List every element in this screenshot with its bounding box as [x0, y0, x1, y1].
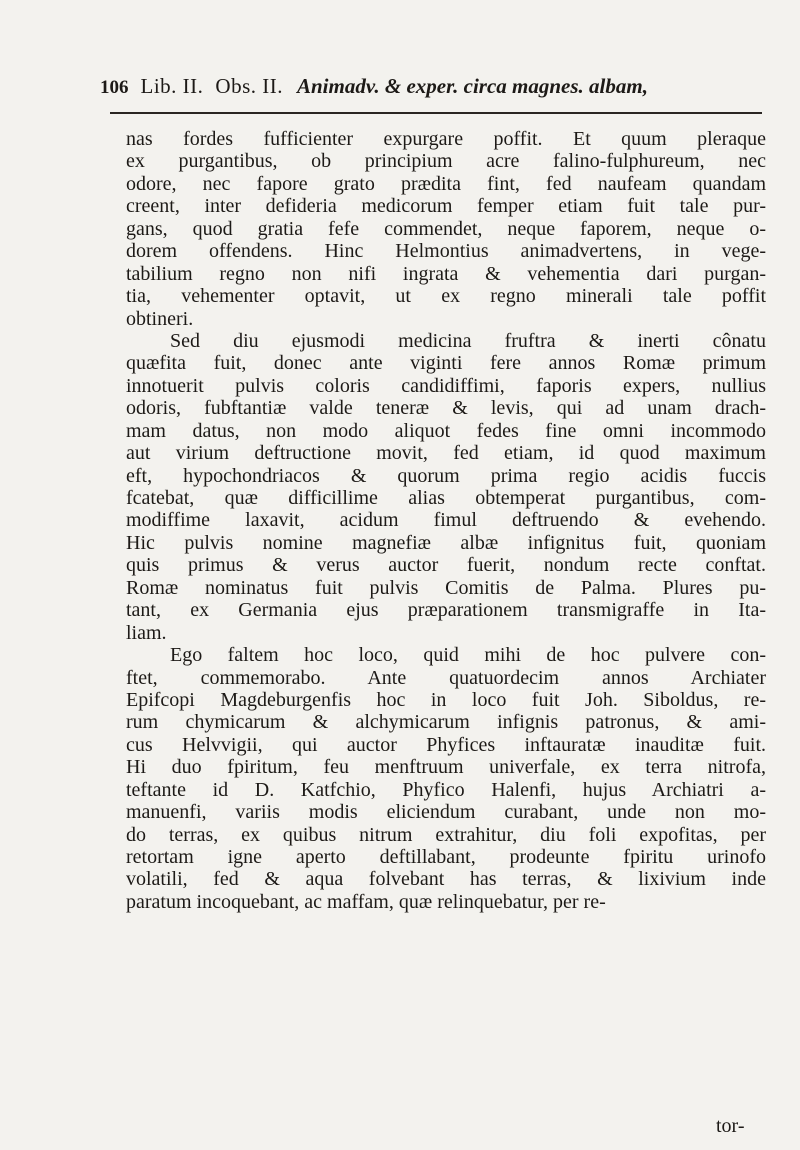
text-line: rum chymicarum & alchymicarum infignis patronus, & ami- [126, 711, 766, 734]
header-rule [110, 112, 762, 114]
paragraph [126, 128, 766, 330]
text-line: ex purgantibus, ob principium acre falino-fulphureum, nec [126, 150, 766, 173]
text-line: Sed diu ejusmodi medicina fruftra & inerti cônatu [170, 329, 766, 352]
text-line: quis primus & verus auctor fuerit, nondum recte conftat. [126, 554, 766, 577]
text-line: tia, vehementer optavit, ut ex regno minerali tale poffit [126, 285, 766, 308]
text-line: Epifcopi Magdeburgenfis hoc in loco fuit Joh. Siboldus, re- [126, 688, 766, 711]
running-header [100, 74, 760, 108]
text-line: manuenfi, variis modis eliciendum curabant, unde non mo- [126, 801, 766, 824]
text-line: eft, hypochondriacos & quorum prima regio acidis fuccis [126, 464, 766, 487]
page-number: 106 [100, 77, 129, 98]
text-line: innotuerit pulvis coloris candidiffimi, faporis expers, nullius [126, 374, 766, 397]
text-line: nas fordes fufficienter expurgare poffit. Et quum pleraque [126, 128, 766, 150]
text-line: Hi duo fpiritum, feu menftruum univerfale, ex terra nitrofa, [126, 756, 766, 779]
text-line: ftet, commemorabo. Ante quatuordecim annos Archiater [126, 666, 766, 689]
text-line: obtineri. [126, 307, 194, 330]
text-line: odoris, fubftantiæ valde teneræ & levis, qui ad unam drach- [126, 397, 766, 420]
text-line: quæfita fuit, donec ante viginti fere annos Romæ primum [126, 352, 766, 375]
text-line: do terras, ex quibus nitrum extrahitur, diu foli expofitas, per [126, 823, 766, 846]
text-line: Hic pulvis nomine magnefiæ albæ infignitus fuit, quoniam [126, 531, 766, 554]
text-line: gans, quod gratia fefe commendet, neque faporem, neque o- [126, 217, 766, 240]
observation-label: Obs. II. [215, 74, 283, 98]
text-line: Romæ nominatus fuit pulvis Comitis de Palma. Plures pu- [126, 576, 766, 599]
paragraph [126, 330, 766, 644]
text-line: creent, inter defideria medicorum femper etiam fuit tale pur- [126, 195, 766, 218]
book-label: Lib. II. [140, 74, 204, 98]
text-line: dorem offendens. Hinc Helmontius animadvertens, in vege- [126, 240, 766, 263]
text-line: paratum incoquebant, ac maffam, quæ relinquebatur, per re- [126, 890, 606, 913]
text-line: fcatebat, quæ difficillime alias obtemperat purgantibus, com- [126, 487, 766, 509]
text-line: retortam igne aperto deftillabant, prodeunte fpiritu urinofo [126, 846, 766, 868]
text-line: mam datus, non modo aliquot fedes fine omni incommodo [126, 419, 766, 442]
body-text [126, 128, 766, 913]
text-line: modiffime laxavit, acidum fimul deftruendo & evehendo. [126, 509, 766, 532]
text-line: teftante id D. Katfchio, Phyfico Halenfi, hujus Archiatri a- [126, 778, 766, 801]
text-line: liam. [126, 621, 167, 644]
text-line: tabilium regno non nifi ingrata & vehementia dari purgan- [126, 262, 766, 285]
text-line: aut virium deftructione movit, fed etiam, id quod maximum [126, 442, 766, 465]
running-title: Animadv. & exper. circa magnes. albam, [296, 74, 648, 98]
text-line: Ego faltem hoc loco, quid mihi de hoc pulvere con- [170, 644, 766, 667]
text-line: tant, ex Germania ejus præparationem transmigraffe in Ita- [126, 599, 766, 622]
paragraph [126, 644, 766, 913]
catchword: tor- [716, 1115, 745, 1137]
text-line: volatili, fed & aqua folvebant has terras, & lixivium inde [126, 868, 766, 891]
text-line: cus Helvvigii, qui auctor Phyfices inftauratæ inauditæ fuit. [126, 733, 766, 756]
text-line: odore, nec fapore grato prædita fint, fed naufeam quandam [126, 172, 766, 195]
